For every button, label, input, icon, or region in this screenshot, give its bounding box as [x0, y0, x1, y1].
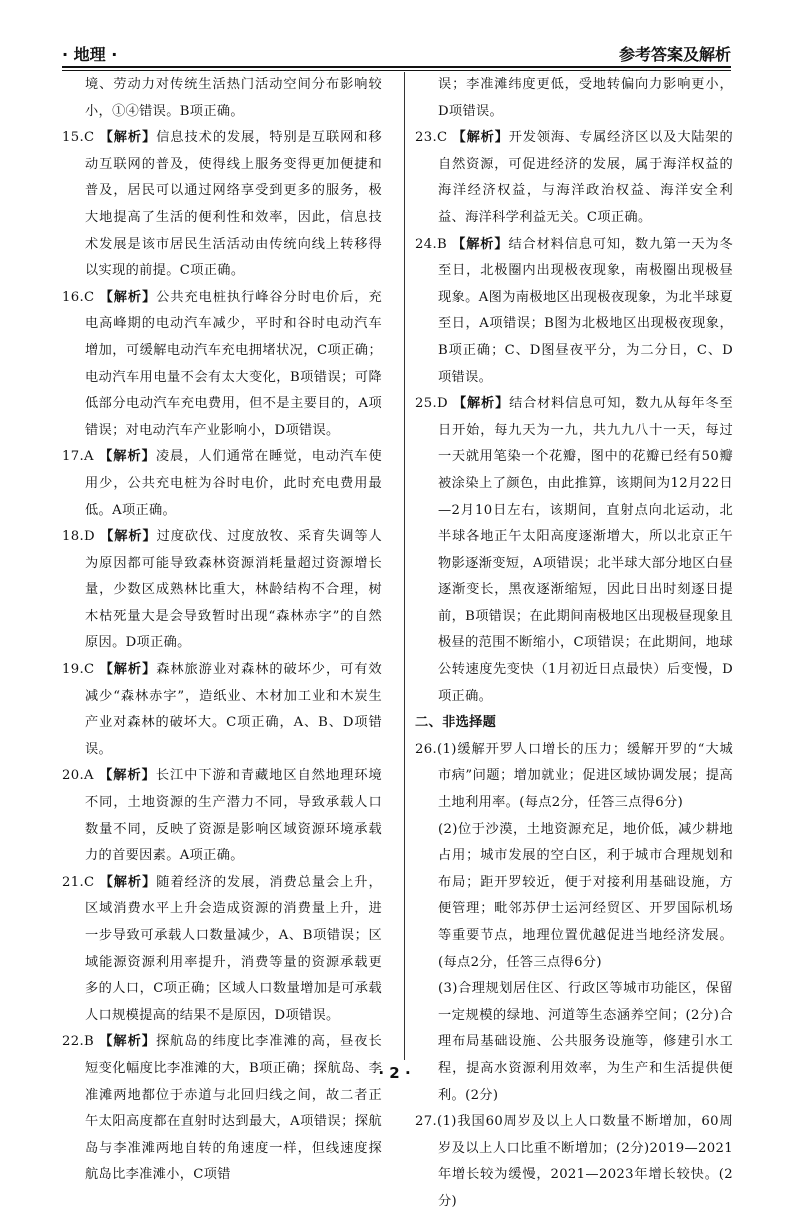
answer-item-23: [415, 125, 733, 231]
answer-text: 结合材料信息可知，数九从每年冬至日开始，每九天为一九，共九九八十一天，每过一天就用笔染一个花瓣，图中的花瓣已经有50瓣被涂染上了颜色，由此推算，该期间为12月22日—2月10日左右，该期间，直射点向北运动，北半球各地正午太阳高度逐渐增大，所以北京正午物影逐渐变短，A项错误；北半球大部分地区白昼逐渐变长，黑夜逐渐缩短，因此日出时刻逐日提前，B项错误；在此期间南极地区出现极昼现象且极昼的范围不断缩小，C项错误；在此期间，地球公转速度先变快（1月初近日点最快）后变慢，D项正确。: [438, 396, 733, 704]
header-rule-thin: [62, 70, 731, 71]
answer-text: 结合材料信息可知，数九第一天为冬至日，北极圈内出现极夜现象，南极圈出现极昼现象。A图为南极地区出现极夜现象，为北半球夏至日，A项错误；B图为北极地区出现极夜现象，B项正确；C、D图昼夜平分，为二分日，C、D项错误。: [438, 236, 733, 385]
answer-text: 过度砍伐、过度放牧、采育失调等人为原因都可能导致森林资源消耗量超过资源增长量，少数区成熟林比重大，林龄结构不合理，树木枯死量大是会导致暂时出现“森林赤字”的自然原因。D项正确。: [85, 529, 382, 651]
question-number: 25.: [415, 396, 438, 412]
right-column: [415, 72, 733, 1216]
answer-choice: B: [437, 236, 448, 252]
answer-item-15: [62, 125, 382, 285]
answer-continuation: [415, 72, 733, 125]
answer-text: 凌晨，人们通常在睡觉，电动汽车使用少，公共充电桩为谷时电价，此时充电费用最低。A项正确。: [85, 449, 382, 518]
question-number: 19.: [62, 662, 85, 678]
answer-text: 境、劳动力对传统生活热门活动空间分布影响较小，①④错误。B项正确。: [85, 77, 382, 119]
answer-choice: A: [84, 449, 94, 465]
answer-choice: C: [84, 662, 95, 678]
answer-item-19: [62, 657, 382, 763]
question-number: 26.: [415, 741, 438, 757]
analysis-tag: 【解析】: [452, 130, 509, 146]
question-number: 16.: [62, 289, 85, 305]
analysis-tag: 【解析】: [452, 236, 509, 252]
answer-item-24: [415, 232, 733, 392]
answer-item-25: [415, 391, 733, 710]
answer-text: (3)合理规划居住区、行政区等城市功能区，保留一定规模的绿地、河道等生态涵养空间；(2分)合理布局基础设施、公共服务设施等，修建引水工程，提高水资源利用效率，为生产和生活提供便利。(2分): [438, 981, 733, 1103]
answer-item-27-part1: [415, 1109, 733, 1215]
answer-text: 长江中下游和青藏地区自然地理环境不同，土地资源的生产潜力不同，导致承载人口数量不同，反映了资源是影响区域资源环境承载力的首要因素。A项正确。: [85, 768, 382, 864]
answer-item-17: [62, 444, 382, 524]
subject-label: · 地理 ·: [62, 45, 118, 64]
question-number: 22.: [62, 1034, 85, 1050]
answer-item-20: [62, 763, 382, 869]
analysis-tag: 【解析】: [99, 1034, 156, 1050]
question-number: 17.: [62, 449, 85, 465]
answer-text: 开发领海、专属经济区以及大陆架的自然资源，可促进经济的发展，属于海洋权益的海洋经济权益，与海洋政治权益、海洋安全利益、海洋科学利益无关。C项正确。: [438, 130, 734, 225]
answer-choice: C: [84, 130, 95, 146]
header-rule-thick: [62, 66, 731, 68]
answer-text: 森林旅游业对森林的破坏少，可有效减少“森林赤字”，造纸业、木材加工业和木炭生产业对森林的破坏大。C项正确，A、B、D项错误。: [85, 662, 382, 757]
answer-text: 公共充电桩执行峰谷分时电价后，充电高峰期的电动汽车减少，平时和谷时电动汽车增加，可缓解电动汽车充电拥堵状况，C项正确；电动汽车用电量不会有太大变化，B项错误；可降低部分电动汽车充电费用，但不是主要目的，A项错误；对电动汽车产业影响小，D项错误。: [85, 289, 382, 438]
answer-item-18: [62, 524, 382, 657]
page-number: · 2 ·: [378, 1064, 411, 1082]
left-column: [62, 72, 382, 1189]
answer-choice: C: [437, 130, 448, 146]
answer-item-16: [62, 285, 382, 445]
section-title: 参考答案及解析: [618, 45, 731, 64]
question-number: 27.: [415, 1114, 438, 1130]
column-divider: [404, 72, 405, 1060]
answer-choice: C: [84, 289, 95, 305]
analysis-tag: 【解析】: [99, 130, 157, 146]
analysis-tag: 【解析】: [453, 396, 510, 412]
question-number: 24.: [415, 236, 438, 252]
analysis-tag: 【解析】: [99, 768, 156, 784]
question-number: 15.: [62, 130, 85, 146]
answer-text: (1)缓解开罗人口增长的压力；缓解开罗的“大城市病”问题；增加就业；促进区域协调发展；提高土地利用率。(每点2分，任答三点得6分): [437, 741, 733, 811]
analysis-tag: 【解析】: [100, 529, 157, 545]
question-number: 21.: [62, 874, 85, 890]
question-number: 18.: [62, 529, 85, 545]
answer-item-22: [62, 1029, 382, 1189]
question-number: 23.: [415, 130, 438, 146]
answer-choice: D: [84, 529, 95, 545]
answer-choice: D: [437, 396, 448, 412]
analysis-tag: 【解析】: [99, 874, 157, 890]
answer-item-21: [62, 870, 382, 1030]
answer-item-26-part1: [415, 737, 733, 817]
answer-choice: B: [84, 1034, 95, 1050]
answer-text: 探航岛的纬度比李准滩的高，昼夜长短变化幅度比李准滩的大，B项正确；探航岛、李准滩两地都位于赤道与北回归线之间，故二者正午太阳高度都在直射时达到最大，A项错误；探航岛与李准滩两地自转的角速度一样，但线速度探航岛比李准滩小，C项错: [85, 1034, 382, 1183]
analysis-tag: 【解析】: [99, 289, 157, 305]
answer-text: 信息技术的发展，特别是互联网和移动互联网的普及，使得线上服务变得更加便捷和普及，居民可以通过网络享受到更多的服务，极大地提高了生活的便利性和效率，因此，信息技术发展是该市居民生活活动由传统向线上转移得以实现的前提。C项正确。: [85, 130, 382, 279]
answer-text: 误；李准滩纬度更低，受地转偏向力影响更小，D项错误。: [438, 77, 733, 119]
answer-choice: C: [84, 874, 95, 890]
section-heading-nonchoice: 二、非选择题: [415, 715, 497, 731]
page-header: [62, 40, 731, 66]
answer-continuation: [62, 72, 382, 125]
question-number: 20.: [62, 768, 85, 784]
answer-text: (2)位于沙漠，土地资源充足，地价低，减少耕地占用；城市发展的空白区，利于城市合理规划和布局；距开罗较近，便于对接利用基础设施，方便管理；毗邻苏伊士运河经贸区、开罗国际机场等重要节点，地理位置优越促进当地经济发展。(每点2分，任答三点得6分): [438, 821, 733, 970]
answer-item-26-part3: [415, 976, 733, 1109]
answer-item-26-part2: [415, 817, 733, 977]
answer-text: 随着经济的发展，消费总量会上升，区域消费水平上升会造成资源的消费量上升，进一步导致可承载人口数量减少，A、B项错误；区域能源资源利用率提升，消费等量的资源承载更多的人口，C项正确；区域人口数量增加是可承载人口规模提高的结果不是原因，D项错误。: [85, 874, 382, 1023]
answer-choice: A: [84, 768, 94, 784]
answer-text: (1)我国60周岁及以上人口数量不断增加，60周岁及以上人口比重不断增加；(2分)2019—2021年增长较为缓慢，2021—2023年增长较快。(2分): [437, 1114, 733, 1209]
analysis-tag: 【解析】: [99, 662, 157, 678]
analysis-tag: 【解析】: [99, 449, 156, 465]
